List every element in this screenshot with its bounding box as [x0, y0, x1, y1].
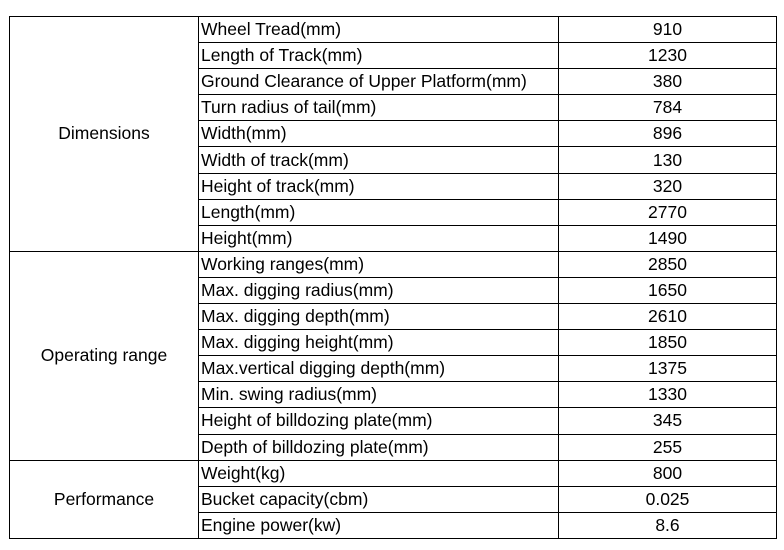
value-cell: 0.025: [559, 486, 777, 512]
category-cell: Performance: [10, 460, 199, 538]
parameter-cell: Max. digging radius(mm): [199, 277, 559, 303]
parameter-cell: Height of billdozing plate(mm): [199, 408, 559, 434]
value-cell: 1330: [559, 382, 777, 408]
parameter-cell: Engine power(kw): [199, 512, 559, 538]
value-cell: 320: [559, 173, 777, 199]
value-cell: 2850: [559, 251, 777, 277]
value-cell: 800: [559, 460, 777, 486]
category-cell: Dimensions: [10, 17, 199, 252]
spec-table: [9, 16, 777, 539]
spec-table-body: [10, 17, 777, 539]
parameter-cell: Depth of billdozing plate(mm): [199, 434, 559, 460]
value-cell: 255: [559, 434, 777, 460]
parameter-cell: Working ranges(mm): [199, 251, 559, 277]
category-cell: Operating range: [10, 251, 199, 460]
parameter-cell: Length of Track(mm): [199, 43, 559, 69]
parameter-cell: Height of track(mm): [199, 173, 559, 199]
parameter-cell: Width of track(mm): [199, 147, 559, 173]
parameter-cell: Turn radius of tail(mm): [199, 95, 559, 121]
parameter-cell: Max.vertical digging depth(mm): [199, 356, 559, 382]
parameter-cell: Width(mm): [199, 121, 559, 147]
value-cell: 1375: [559, 356, 777, 382]
parameter-cell: Length(mm): [199, 199, 559, 225]
parameter-cell: Max. digging height(mm): [199, 330, 559, 356]
parameter-cell: Ground Clearance of Upper Platform(mm): [199, 69, 559, 95]
table-row: [10, 251, 777, 277]
value-cell: 2770: [559, 199, 777, 225]
value-cell: 1650: [559, 277, 777, 303]
value-cell: 896: [559, 121, 777, 147]
value-cell: 130: [559, 147, 777, 173]
parameter-cell: Max. digging depth(mm): [199, 304, 559, 330]
parameter-cell: Height(mm): [199, 225, 559, 251]
parameter-cell: Wheel Tread(mm): [199, 17, 559, 43]
value-cell: 910: [559, 17, 777, 43]
value-cell: 8.6: [559, 512, 777, 538]
parameter-cell: Weight(kg): [199, 460, 559, 486]
table-row: [10, 17, 777, 43]
parameter-cell: Min. swing radius(mm): [199, 382, 559, 408]
value-cell: 784: [559, 95, 777, 121]
parameter-cell: Bucket capacity(cbm): [199, 486, 559, 512]
value-cell: 1490: [559, 225, 777, 251]
value-cell: 2610: [559, 304, 777, 330]
value-cell: 345: [559, 408, 777, 434]
value-cell: 1850: [559, 330, 777, 356]
table-row: [10, 460, 777, 486]
value-cell: 380: [559, 69, 777, 95]
value-cell: 1230: [559, 43, 777, 69]
